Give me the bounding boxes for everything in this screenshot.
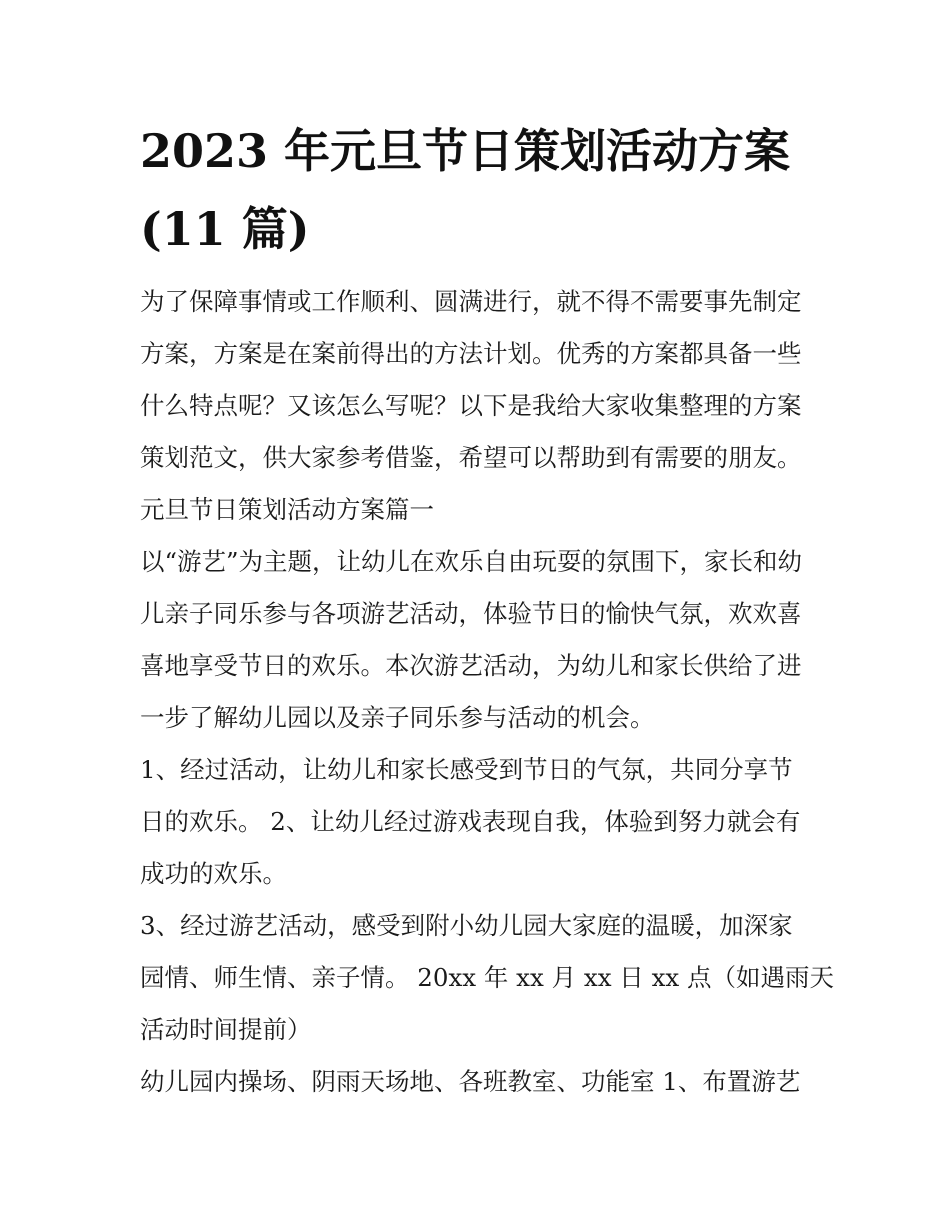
body-line: 方案，方案是在案前得出的方法计划。优秀的方案都具备一些 bbox=[140, 339, 802, 368]
body-line: 园情、师生情、亲子情。 20xx 年 xx 月 xx 日 xx 点（如遇雨天 bbox=[140, 963, 835, 992]
body-line: 活动时间提前） bbox=[140, 1015, 312, 1044]
body-line: 以“游艺”为主题，让幼儿在欢乐自由玩耍的氛围下，家长和幼 bbox=[140, 547, 803, 576]
document-title bbox=[140, 112, 830, 268]
title-line-2: (11 篇) bbox=[140, 202, 310, 256]
document-body bbox=[140, 276, 835, 1108]
body-line: 1、经过活动，让幼儿和家长感受到节日的气氛，共同分享节 bbox=[140, 755, 793, 784]
body-line: 为了保障事情或工作顺利、圆满进行，就不得不需要事先制定 bbox=[140, 287, 802, 316]
body-line: 成功的欢乐。 bbox=[140, 859, 287, 888]
body-line: 喜地享受节日的欢乐。本次游艺活动，为幼儿和家长供给了进 bbox=[140, 651, 802, 680]
body-line: 儿亲子同乐参与各项游艺活动，体验节日的愉快气氛，欢欢喜 bbox=[140, 599, 802, 628]
body-line: 3、经过游艺活动，感受到附小幼儿园大家庭的温暖，加深家 bbox=[140, 911, 793, 940]
title-line-1: 2023 年元旦节日策划活动方案 bbox=[140, 124, 791, 178]
body-line: 日的欢乐。 2、让幼儿经过游戏表现自我，体验到努力就会有 bbox=[140, 807, 801, 836]
body-line: 什么特点呢？又该怎么写呢？以下是我给大家收集整理的方案 bbox=[140, 391, 802, 420]
body-line: 策划范文，供大家参考借鉴，希望可以帮助到有需要的朋友。 bbox=[140, 443, 802, 472]
body-line: 幼儿园内操场、阴雨天场地、各班教室、功能室 1、布置游艺 bbox=[140, 1067, 801, 1096]
section-heading: 元旦节日策划活动方案篇一 bbox=[140, 495, 434, 524]
body-line: 一步了解幼儿园以及亲子同乐参与活动的机会。 bbox=[140, 703, 655, 732]
